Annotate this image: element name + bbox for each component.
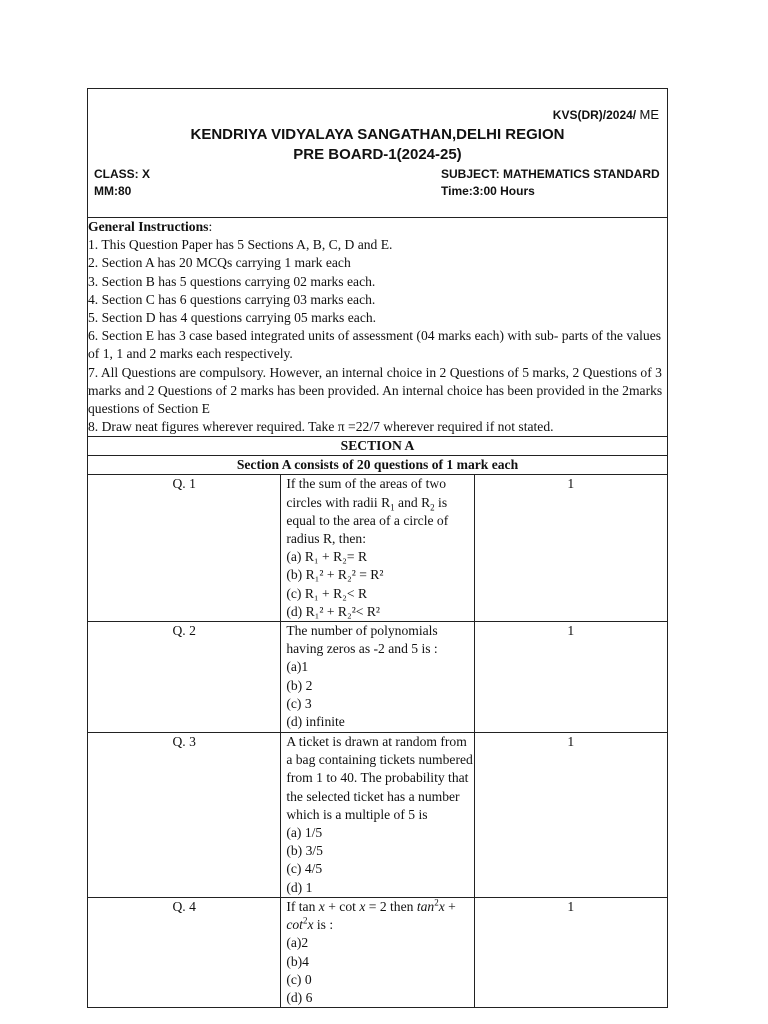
question-text: If tan x + cot x = 2 then $\tan^2x + \cot^2x$ is : — [286, 897, 456, 933]
max-marks-label: MM:80 — [94, 184, 132, 198]
option: (c) 4/5 — [286, 861, 323, 877]
paper-table — [87, 88, 668, 1008]
question-text: The number of polynomials having zeros as -2 and 5 is : — [286, 623, 438, 657]
question-row — [88, 897, 668, 1007]
option: (a) 1/5 — [286, 825, 323, 841]
option: (d) R₁² + R₂²< R² — [286, 603, 381, 619]
instruction-line: 6. Section E has 3 case based integrated units of assessment (04 marks each) with sub- parts of the values of 1, 1 and 2 marks each respectively. — [88, 328, 662, 362]
class-label: CLASS: X — [94, 167, 151, 181]
paper-header — [88, 89, 668, 218]
question-marks: 1 — [474, 475, 667, 622]
question-body — [281, 733, 474, 898]
option: (b)4 — [286, 953, 309, 969]
option: (b) 3/5 — [286, 843, 323, 859]
option: (c) 3 — [286, 695, 312, 711]
instruction-line: 5. Section D has 4 questions carrying 05 marks each. — [88, 310, 377, 326]
question-marks: 1 — [474, 897, 667, 1007]
section-title: SECTION A — [88, 437, 668, 456]
question-marks: 1 — [474, 733, 667, 898]
option: (d) 1 — [286, 879, 313, 895]
question-row — [88, 475, 668, 622]
option: (d) 6 — [286, 989, 313, 1005]
option: (a)1 — [286, 659, 309, 675]
paper-code: KVS(DR)/2024/ ME — [552, 107, 659, 122]
question-marks: 1 — [474, 622, 667, 733]
instructions-heading: General Instructions — [88, 219, 209, 234]
option: (c) R₁ + R₂< R — [286, 585, 368, 601]
exam-title: PRE BOARD-1(2024-25) — [293, 146, 462, 163]
option: (b) 2 — [286, 677, 313, 693]
question-body — [281, 622, 474, 733]
question-number: Q. 1 — [88, 475, 281, 622]
question-number: Q. 3 — [88, 733, 281, 898]
instruction-line: 1. This Question Paper has 5 Sections A, B, C, D and E. — [88, 237, 393, 253]
question-text: A ticket is drawn at random from a bag containing tickets numbered from 1 to 40. The probability that the selected ticket has a number which is a multiple of 5 is — [286, 734, 473, 822]
question-body — [281, 475, 474, 622]
question-row — [88, 622, 668, 733]
option: (a)2 — [286, 935, 309, 951]
question-number: Q. 4 — [88, 897, 281, 1007]
option: (d) infinite — [286, 714, 345, 730]
instruction-line: 7. All Questions are compulsory. However, an internal choice in 2 Questions of 5 marks, 2 Questions of 3 marks and 2 Questions of 2 marks has been provided. An internal choice has been provided in the 2marks questions of Section E — [88, 364, 663, 417]
subject-label: SUBJECT: MATHEMATICS STANDARD — [441, 167, 660, 181]
general-instructions: General Instructions: 1. This Question Paper has 5 Sections A, B, C, D and E. 2. Section A has 20 MCQs carrying 1 mark each 3. Section B has 5 questions carrying 02 marks each. 4. Section C has 6 questions carrying 03 marks each. 5. Section D has 4 questions carrying 05 marks each. 6. Section E has 3 case based integrated units of assessment (04 marks each) with sub- parts of the values of 1, 1 and 2 marks each respectively. 7. All Questions are compulsory. However, an internal choice in 2 Questions of 5 marks, 2 Questions of 3 marks and 2 Questions of 2 marks has been provided. An internal choice has been provided in the 2marks questions of Section E 8. Draw neat figures wherever required. Take π =22/7 wherever required if not stated. — [88, 218, 668, 437]
option: (a) R₁ + R₂= R — [286, 549, 368, 565]
question-paper — [87, 88, 667, 1008]
question-row — [88, 733, 668, 898]
question-text: If the sum of the areas of two circles with radii $R_1$ and $R_2$ is equal to the area of a circle of radius R, then: — [286, 476, 449, 547]
school-title: KENDRIYA VIDYALAYA SANGATHAN,DELHI REGION — [190, 126, 565, 143]
instruction-line: 2. Section A has 20 MCQs carrying 1 mark each — [88, 255, 351, 271]
time-label: Time:3:00 Hours — [441, 184, 535, 198]
instruction-line: 8. Draw neat figures wherever required. Take π =22/7 wherever required if not stated. — [88, 419, 554, 435]
instruction-line: 3. Section B has 5 questions carrying 02 marks each. — [88, 273, 376, 289]
question-number: Q. 2 — [88, 622, 281, 733]
instruction-line: 4. Section C has 6 questions carrying 03 marks each. — [88, 291, 376, 307]
section-subtitle: Section A consists of 20 questions of 1 mark each — [88, 456, 668, 475]
question-body — [281, 897, 474, 1007]
option: (b) R₁² + R₂² = R² — [286, 567, 384, 583]
option: (c) 0 — [286, 971, 312, 987]
